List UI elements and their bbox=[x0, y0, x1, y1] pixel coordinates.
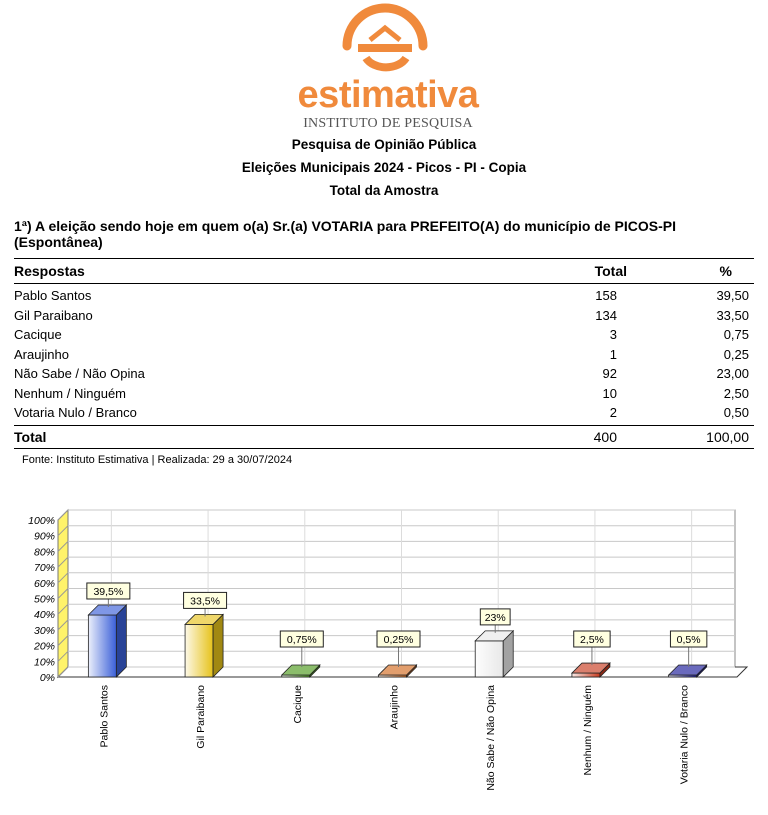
row-total: 2 bbox=[609, 405, 617, 420]
y-tick-label: 90% bbox=[33, 530, 55, 543]
total-label: Total bbox=[14, 428, 47, 445]
data-label: 2,5% bbox=[579, 634, 604, 646]
table-row bbox=[14, 403, 754, 423]
data-label: 39,5% bbox=[93, 585, 124, 598]
row-percent: 0,75 bbox=[723, 327, 749, 342]
header-percent: % bbox=[719, 263, 732, 279]
data-label: 23% bbox=[484, 611, 506, 624]
y-tick-label: 100% bbox=[28, 515, 55, 527]
table-row bbox=[14, 384, 754, 404]
row-percent: 23,00 bbox=[716, 366, 749, 381]
table-row bbox=[14, 345, 754, 365]
x-tick-label: Pablo Santos bbox=[98, 685, 111, 748]
data-label: 0,25% bbox=[383, 634, 414, 646]
row-answer: Araujinho bbox=[14, 346, 69, 362]
brand-subtitle: INSTITUTO DE PESQUISA bbox=[303, 116, 473, 131]
y-tick-label: 50% bbox=[33, 593, 55, 606]
row-answer: Cacique bbox=[14, 327, 62, 342]
y-tick-label: 70% bbox=[33, 562, 55, 575]
bar-front bbox=[88, 615, 116, 677]
y-tick-label: 30% bbox=[33, 624, 55, 637]
row-total: 92 bbox=[602, 366, 617, 381]
data-label: 0,5% bbox=[676, 634, 701, 646]
x-tick-label: Nenhum / Ninguém bbox=[581, 685, 594, 776]
table-row bbox=[14, 364, 754, 384]
data-label: 33,5% bbox=[190, 595, 220, 608]
row-percent: 0,50 bbox=[723, 405, 749, 420]
row-percent: 0,25 bbox=[723, 346, 749, 362]
bar-front bbox=[572, 673, 600, 677]
row-answer: Não Sabe / Não Opina bbox=[14, 366, 145, 381]
y-tick-label: 80% bbox=[33, 546, 55, 559]
row-answer: Gil Paraibano bbox=[14, 307, 93, 323]
header-answer: Respostas bbox=[14, 263, 85, 279]
total-count: 400 bbox=[593, 428, 617, 445]
y-tick-label: 40% bbox=[33, 609, 55, 622]
x-tick-label: Gil Paraibano bbox=[195, 685, 208, 749]
data-label: 0,75% bbox=[286, 634, 317, 646]
question-text bbox=[14, 218, 754, 250]
row-total: 3 bbox=[609, 327, 617, 342]
question-line-1: 1ª) A eleição sendo hoje em quem o(a) Sr.(a) VOTARIA para PREFEITO(A) do município de PICOS-PI bbox=[14, 218, 676, 234]
row-total: 134 bbox=[595, 307, 617, 323]
y-tick-label: 0% bbox=[39, 672, 55, 684]
row-answer: Pablo Santos bbox=[14, 288, 92, 303]
y-tick-label: 20% bbox=[33, 640, 55, 653]
y-tick-label: 10% bbox=[33, 656, 55, 669]
row-total: 1 bbox=[609, 346, 617, 362]
x-tick-label: Cacique bbox=[291, 685, 304, 724]
x-tick-label: Araujinho bbox=[388, 685, 401, 730]
x-tick-label: Votaria Nulo / Branco bbox=[678, 685, 691, 785]
row-total: 10 bbox=[602, 385, 617, 401]
row-answer: Nenhum / Ninguém bbox=[14, 385, 126, 401]
bar-front bbox=[475, 641, 503, 677]
bar-side bbox=[116, 605, 126, 677]
row-percent: 33,50 bbox=[716, 307, 749, 323]
bar-front bbox=[185, 624, 213, 677]
table-total-row bbox=[14, 426, 754, 448]
source-note: Fonte: Instituto Estimativa | Realizada: 29 a 30/07/2024 bbox=[22, 454, 293, 466]
question-line-2: (Espontânea) bbox=[14, 234, 103, 250]
bar-side bbox=[213, 614, 223, 677]
row-percent: 39,50 bbox=[716, 288, 749, 303]
report-subtitle: Eleições Municipais 2024 - Picos - PI - Copia bbox=[241, 160, 527, 175]
brand-name: estimativa bbox=[297, 74, 479, 116]
bar-chart bbox=[0, 500, 768, 810]
x-tick-label: Não Sabe / Não Opina bbox=[485, 685, 498, 791]
row-percent: 2,50 bbox=[723, 385, 749, 401]
table-header bbox=[14, 259, 754, 283]
header-total: Total bbox=[594, 263, 627, 279]
row-total: 158 bbox=[595, 288, 617, 303]
table-row bbox=[14, 325, 754, 345]
table-row bbox=[14, 286, 754, 306]
row-answer: Votaria Nulo / Branco bbox=[14, 405, 137, 420]
report-sample: Total da Amostra bbox=[329, 183, 439, 198]
total-percent: 100,00 bbox=[706, 428, 749, 445]
report-title: Pesquisa de Opinião Pública bbox=[291, 137, 477, 152]
table-row bbox=[14, 306, 754, 326]
results-table bbox=[14, 258, 754, 449]
y-tick-label: 60% bbox=[33, 577, 55, 590]
